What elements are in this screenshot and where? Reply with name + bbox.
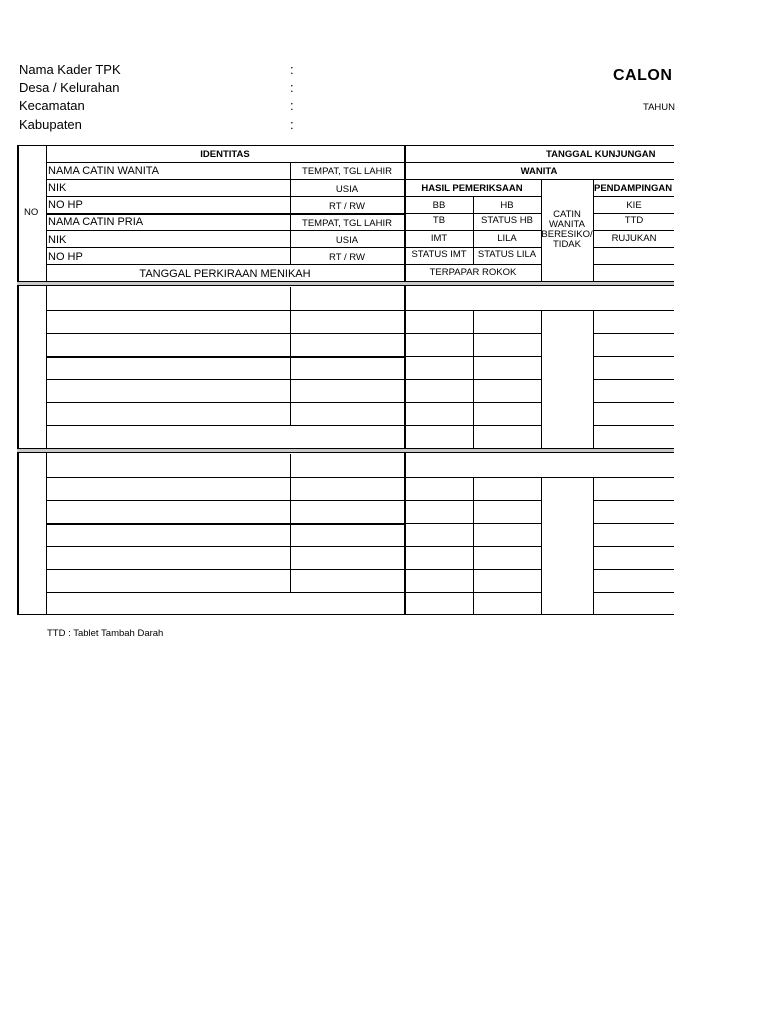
label-usia-pria: USIA	[335, 235, 359, 246]
label-catin-line2: WANITA	[549, 219, 585, 230]
label-nama-kader: Nama Kader TPK	[19, 62, 121, 77]
colon-nama-kader: :	[290, 62, 294, 77]
label-lila: LILA	[497, 233, 517, 244]
label-tb: TB	[432, 215, 446, 226]
label-nik-wanita: NIK	[48, 182, 67, 194]
label-catin-line4: TIDAK	[553, 239, 581, 250]
label-kie: KIE	[626, 200, 642, 211]
header-tanggal-kunjungan: TANGGAL KUNJUNGAN	[546, 149, 656, 160]
header-identitas: IDENTITAS	[200, 149, 250, 160]
label-catin-line3: BERESIKO/	[541, 229, 593, 240]
label-rtrw-wanita: RT / RW	[329, 201, 365, 212]
label-status-hb: STATUS HB	[481, 215, 533, 226]
label-desa-kelurahan: Desa / Kelurahan	[19, 80, 120, 95]
label-hb: HB	[500, 200, 514, 211]
page-title: CALON	[613, 67, 673, 84]
label-tanggal-perkiraan-menikah: TANGGAL PERKIRAAN MENIKAH	[139, 268, 311, 280]
label-status-imt: STATUS IMT	[411, 249, 467, 260]
label-terpapar-rokok: TERPAPAR ROKOK	[429, 267, 517, 278]
label-nohp-pria: NO HP	[48, 251, 83, 263]
label-imt: IMT	[430, 233, 448, 244]
label-ttd: TTD	[624, 215, 644, 226]
label-rtrw-pria: RT / RW	[329, 252, 365, 263]
label-nama-catin-pria: NAMA CATIN PRIA	[48, 216, 144, 228]
page-subtitle: TAHUN	[643, 102, 676, 113]
label-kabupaten: Kabupaten	[19, 117, 82, 132]
header-hasil-pemeriksaan: HASIL PEMERIKSAAN	[421, 183, 523, 194]
label-catin-line1: CATIN	[553, 209, 581, 220]
label-bb: BB	[432, 200, 446, 211]
label-nama-catin-wanita: NAMA CATIN WANITA	[48, 165, 160, 177]
header-wanita: WANITA	[520, 166, 558, 177]
label-tempat-tgl-lahir-wanita: TEMPAT, TGL LAHIR	[302, 166, 392, 177]
label-usia-wanita: USIA	[335, 184, 359, 195]
label-status-lila: STATUS LILA	[477, 249, 537, 260]
label-tempat-tgl-lahir-pria: TEMPAT, TGL LAHIR	[302, 218, 392, 229]
footnote: TTD : Tablet Tambah Darah	[47, 628, 164, 639]
colon-kabupaten: :	[290, 117, 294, 132]
header-pendampingan: PENDAMPINGAN	[594, 183, 673, 194]
label-nik-pria: NIK	[48, 234, 67, 246]
label-rujukan: RUJUKAN	[611, 233, 657, 244]
label-nohp-wanita: NO HP	[48, 199, 83, 211]
colon-kecamatan: :	[290, 98, 294, 113]
label-kecamatan: Kecamatan	[19, 98, 85, 113]
colon-desa-kelurahan: :	[290, 80, 294, 95]
header-no: NO	[24, 207, 39, 218]
